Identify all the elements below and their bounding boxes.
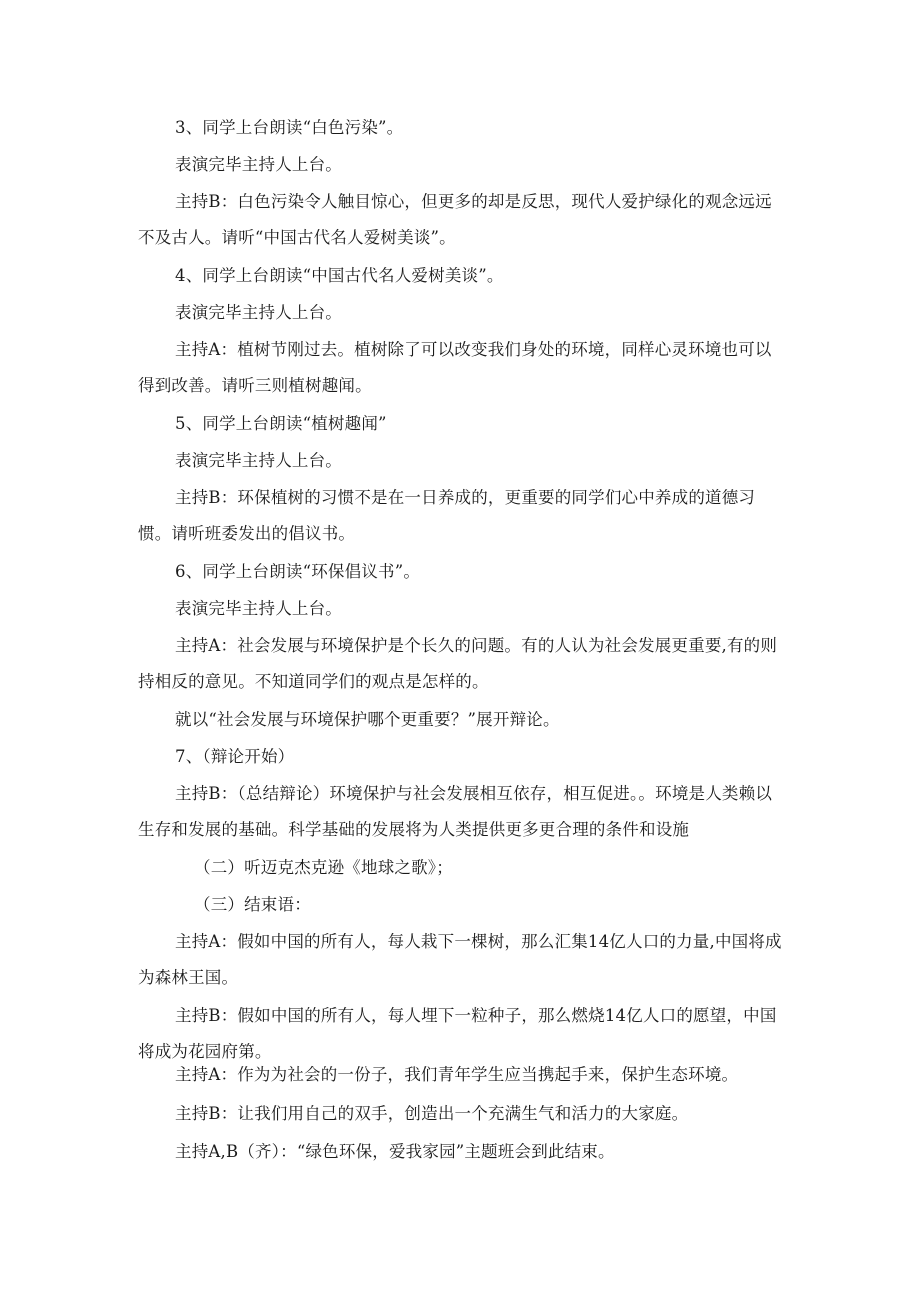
paragraph-reading-5: 5、同学上台朗读“植树趣闻” (175, 414, 387, 433)
paragraph-host-a-speech: 主持A：社会发展与环境保护是个长久的问题。有的人认为社会发展更重要,有的则持相反的意见。不知道同学们的观点是怎样的。 (138, 636, 778, 691)
paragraph-reading-3: 3、同学上台朗读“白色污染”。 (175, 118, 404, 137)
paragraph-reading-6: 6、同学上台朗读“环保倡议书”。 (175, 562, 421, 581)
paragraph-hosts-ending: 主持A,B（齐）：“绿色环保，爱我家园”主题班会到此结束。 (175, 1142, 615, 1161)
paragraph-section-song: （二）听迈克杰克逊《地球之歌》； (194, 858, 453, 877)
paragraph-host-b-final: 主持B：让我们用自己的双手，创造出一个充满生气和活力的大家庭。 (175, 1104, 689, 1123)
paragraph-host-b-summary: 主持B：（总结辩论）环境保护与社会发展相互依存，相互促进。。环境是人类赖以生存和发展的基础。科学基础的发展将为人类提供更多更合理的条件和设施 (138, 784, 773, 839)
paragraph-host-b-speech: 主持B：环保植树的习惯不是在一日养成的，更重要的同学们心中养成的道德习惯。请听班委发出的倡议书。 (138, 488, 756, 543)
paragraph-host-enter: 表演完毕主持人上台。 (175, 451, 342, 470)
paragraph-host-enter: 表演完毕主持人上台。 (175, 303, 342, 322)
paragraph-host-b-speech: 主持B：白色污染令人触目惊心，但更多的却是反思，现代人爱护绿化的观念远远不及古人。请听“中国古代名人爱树美谈”。 (138, 192, 772, 247)
paragraph-section-closing: （三）结束语： (194, 895, 311, 914)
paragraph-host-enter: 表演完毕主持人上台。 (175, 155, 342, 174)
paragraph-reading-4: 4、同学上台朗读“中国古代名人爱树美谈”。 (175, 266, 504, 285)
paragraph-host-a-closing: 主持A：假如中国的所有人，每人栽下一棵树，那么汇集14亿人口的力量,中国将成为森林王国。 (138, 932, 782, 987)
paragraph-host-a-final: 主持A：作为为社会的一份子，我们青年学生应当携起手来，保护生态环境。 (175, 1065, 739, 1084)
paragraph-debate-start: 7、（辩论开始） (175, 747, 295, 766)
paragraph-host-enter: 表演完毕主持人上台。 (175, 599, 342, 618)
paragraph-host-b-closing: 主持B：假如中国的所有人，每人埋下一粒种子，那么燃烧14亿人口的愿望，中国将成为花园府第。 (138, 1006, 777, 1061)
paragraph-host-a-speech: 主持A：植树节刚过去。植树除了可以改变我们身处的环境，同样心灵环境也可以得到改善。请听三则植树趣闻。 (138, 340, 772, 395)
paragraph-debate-topic: 就以“社会发展与环境保护哪个更重要？”展开辩论。 (175, 710, 560, 729)
